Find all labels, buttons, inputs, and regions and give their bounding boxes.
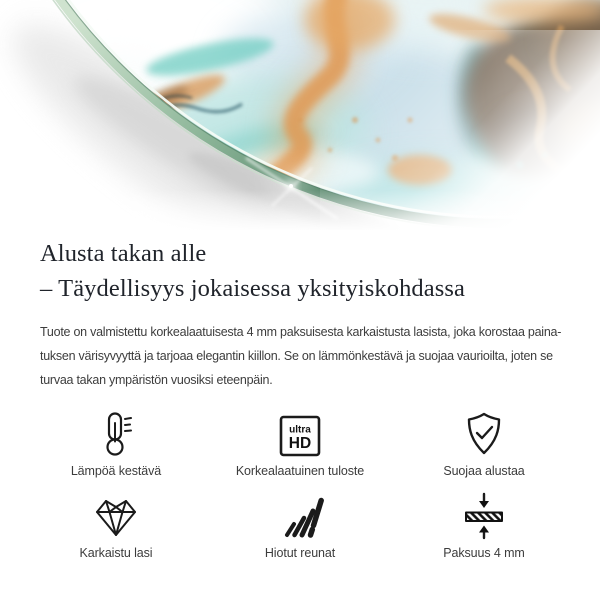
feature-protects-base	[392, 406, 576, 478]
features-grid	[24, 406, 576, 560]
polished-edges-icon	[276, 488, 324, 540]
product-description-section	[0, 230, 600, 560]
section-title-line1: Alusta takan alle	[40, 240, 207, 267]
shield-check-icon	[461, 406, 507, 458]
product-photo	[0, 0, 600, 230]
hd-label: HD	[288, 435, 312, 452]
description-line: turvaa takan ympäristön vuosiksi eteenpäin.	[40, 373, 273, 387]
description-line: tuksen värisyvyyttä ja tarjoaa elegantin kiillon. Se on lämmönkestävä ja suojaa vaurioilta, joten se	[40, 349, 553, 363]
feature-thickness	[392, 488, 576, 560]
feature-tempered-glass	[24, 488, 208, 560]
feature-label: Suojaa alustaa	[443, 464, 525, 478]
marble-glass-panel-illustration	[0, 0, 600, 230]
section-description	[40, 320, 562, 392]
feature-label: Paksuus 4 mm	[443, 546, 525, 560]
feature-polished-edges	[208, 488, 392, 560]
thermometer-icon	[96, 406, 136, 458]
feature-high-quality-print	[208, 406, 392, 478]
section-title-line2: – Täydellisyys jokaisessa yksityiskohdassa	[40, 275, 465, 302]
feature-heat-resistant	[24, 406, 208, 478]
ultra-hd-icon	[278, 406, 322, 458]
feature-label: Karkaistu lasi	[79, 546, 153, 560]
ultra-label: ultra	[289, 424, 311, 436]
thickness-icon	[461, 488, 507, 540]
feature-label: Hiotut reunat	[264, 546, 336, 560]
description-line: Tuote on valmistettu korkealaatuisesta 4 mm paksuisesta karkaistusta lasista, joka korostaa paina-	[40, 325, 562, 339]
feature-label: Lämpöä kestävä	[70, 464, 162, 478]
diamond-icon	[92, 488, 140, 540]
section-title	[40, 236, 562, 306]
feature-label: Korkealaatuinen tuloste	[235, 464, 365, 478]
